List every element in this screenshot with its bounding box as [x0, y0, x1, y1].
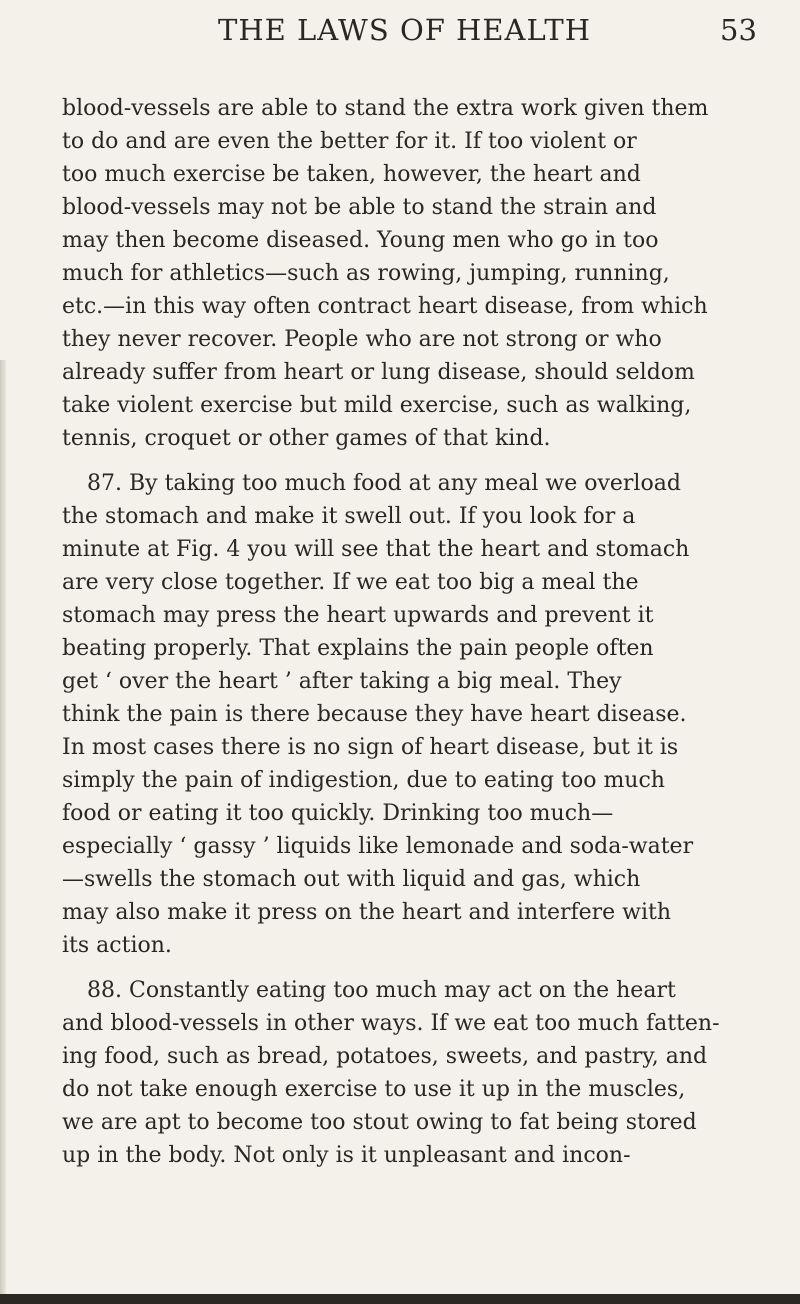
- text-line: already suffer from heart or lung disease, should seldom: [62, 360, 695, 385]
- paragraph-87: [62, 467, 750, 962]
- page-bottom-edge: [0, 1294, 800, 1304]
- page-header: [0, 10, 800, 50]
- text-line: its action.: [62, 933, 172, 958]
- text-line: and blood-vessels in other ways. If we eat too much fatten-: [62, 1011, 720, 1036]
- text-line: 87. By taking too much food at any meal we overload: [87, 471, 681, 496]
- text-line: think the pain is there because they have heart disease.: [62, 702, 687, 727]
- text-line: they never recover. People who are not strong or who: [62, 327, 662, 352]
- text-line: stomach may press the heart upwards and prevent it: [62, 603, 654, 628]
- text-line: are very close together. If we eat too big a meal the: [62, 570, 639, 595]
- text-line: tennis, croquet or other games of that kind.: [62, 426, 551, 451]
- text-line: 88. Constantly eating too much may act on the heart: [87, 978, 676, 1003]
- text-line: too much exercise be taken, however, the heart and: [62, 162, 641, 187]
- body-text: [62, 92, 750, 1172]
- text-line: In most cases there is no sign of heart disease, but it is: [62, 735, 679, 760]
- text-line: especially ‘ gassy ’ liquids like lemonade and soda-water: [62, 834, 694, 859]
- text-line: —swells the stomach out with liquid and gas, which: [62, 867, 641, 892]
- text-line: minute at Fig. 4 you will see that the heart and stomach: [62, 537, 690, 562]
- paragraph-88: [62, 974, 750, 1172]
- text-line: up in the body. Not only is it unpleasant and incon-: [62, 1143, 631, 1168]
- text-line: etc.—in this way often contract heart disease, from which: [62, 294, 708, 319]
- text-line: beating properly. That explains the pain people often: [62, 636, 654, 661]
- text-line: may then become diseased. Young men who go in too: [62, 228, 659, 253]
- running-title: THE LAWS OF HEALTH: [218, 13, 591, 47]
- text-line: get ‘ over the heart ’ after taking a big meal. They: [62, 669, 622, 694]
- text-line: simply the pain of indigestion, due to eating too much: [62, 768, 665, 793]
- text-line: the stomach and make it swell out. If you look for a: [62, 504, 636, 529]
- text-line: food or eating it too quickly. Drinking too much—: [62, 801, 614, 826]
- text-line: we are apt to become too stout owing to fat being stored: [62, 1110, 697, 1135]
- text-line: may also make it press on the heart and interfere with: [62, 900, 672, 925]
- text-line: blood-vessels may not be able to stand the strain and: [62, 195, 657, 220]
- paragraph-continuation: [62, 92, 750, 455]
- page-binding-shadow: [0, 360, 6, 1304]
- text-line: take violent exercise but mild exercise, such as walking,: [62, 393, 692, 418]
- text-line: blood-vessels are able to stand the extra work given them: [62, 96, 709, 121]
- text-line: to do and are even the better for it. If too violent or: [62, 129, 637, 154]
- text-line: much for athletics—such as rowing, jumping, running,: [62, 261, 670, 286]
- page-number: 53: [720, 13, 757, 47]
- text-line: do not take enough exercise to use it up in the muscles,: [62, 1077, 686, 1102]
- text-line: ing food, such as bread, potatoes, sweets, and pastry, and: [62, 1044, 708, 1069]
